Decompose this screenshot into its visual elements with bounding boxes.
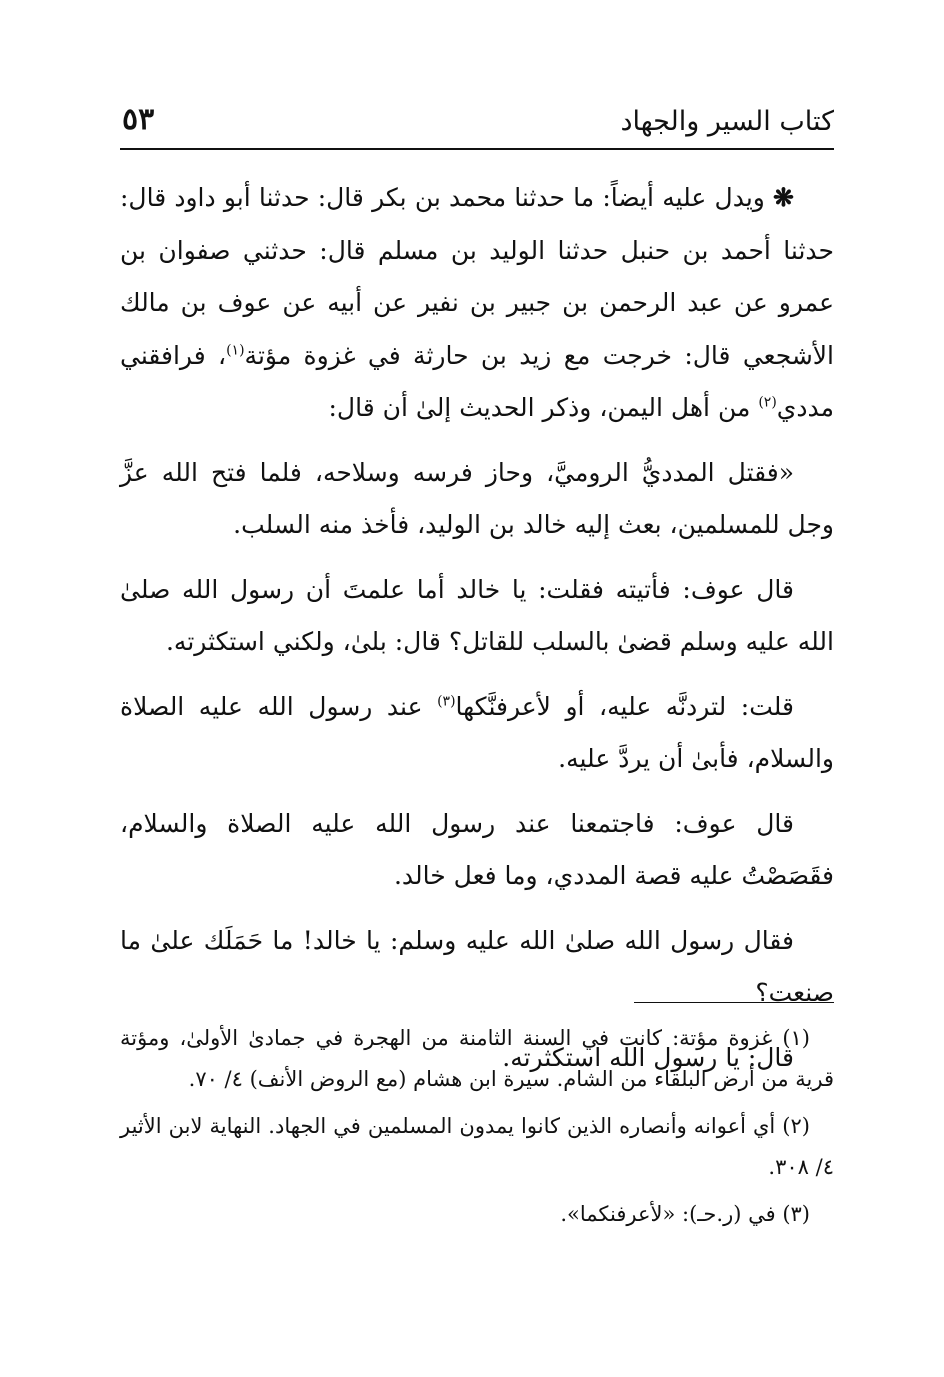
paragraph-4-text: قلت: لتردنَّه عليه، أو لأعرفنَّكها bbox=[455, 691, 794, 721]
paragraph-4 bbox=[120, 681, 834, 786]
main-text bbox=[120, 172, 834, 1084]
running-header bbox=[120, 96, 834, 150]
paragraph-7: قال: يا رسول الله استكثرته. bbox=[502, 1042, 794, 1072]
footnote-2: (٢) أي أعوانه وأنصاره الذين كانوا يمدون المسلمين في الجهاد. النهاية لابن الأثير ٤/ ٣٠٨. bbox=[120, 1114, 834, 1179]
footnote-ref-3[interactable]: (٣) bbox=[437, 693, 456, 710]
paragraph-5: قال عوف: فاجتمعنا عند رسول الله عليه الصلاة والسلام، فقَصَصْتُ عليه قصة المددي، وما فعل خالد. bbox=[120, 808, 834, 890]
paragraph-4-text-b: عند رسول الله عليه الصلاة والسلام، فأبىٰ أن يردَّ عليه. bbox=[120, 691, 834, 773]
footnote-1: (١) غزوة مؤتة: كانت في السنة الثامنة من الهجرة في جمادىٰ الأولىٰ، ومؤتة قرية من أرض البلقاء من الشام. سيرة ابن هشام (مع الروض الأنف) ٤/ ٧٠. bbox=[120, 1026, 834, 1091]
paragraph-2: «فقتل المدديُّ الروميَّ، وحاز فرسه وسلاحه، فلما فتح الله عزَّ وجل للمسلمين، بعث إليه خالد بن الوليد، فأخذ منه السلب. bbox=[120, 457, 834, 539]
paragraph-1-text: ويدل عليه أيضاً: ما حدثنا محمد بن بكر قال: حدثنا أبو داود قال: حدثنا أحمد بن حنبل حدثنا الوليد بن مسلم قال: حدثني صفوان بن عمرو عن عبد الرحمن بن جبير بن نفير عن أبيه عن عوف بن مالك الأشجعي قال: خرجت مع زيد بن حارثة في غزوة مؤتة bbox=[120, 183, 834, 370]
footnotes bbox=[120, 1018, 834, 1235]
footnote-ref-2[interactable]: (٢) bbox=[758, 394, 777, 411]
star-ornament-icon: ❋ bbox=[773, 183, 794, 212]
paragraph-3: قال عوف: فأتيته فقلت: يا خالد أما علمتَ أن رسول الله صلىٰ الله عليه وسلم قضىٰ بالسلب للقاتل؟ قال: بلىٰ، ولكني استكثرته. bbox=[120, 574, 834, 656]
footnote-ref-1[interactable]: (١) bbox=[226, 342, 245, 359]
page-number: ٥٣ bbox=[122, 102, 155, 137]
paragraph-1-text-b: ، فرافقني مددي bbox=[120, 340, 834, 422]
footnote-3: (٣) في (ر.حـ): «لأعرفنكما». bbox=[560, 1202, 810, 1226]
chapter-title: كتاب السير والجهاد bbox=[620, 106, 834, 137]
footnote-divider bbox=[634, 1002, 834, 1003]
paragraph-1-text-c: من أهل اليمن، وذكر الحديث إلىٰ أن قال: bbox=[328, 393, 759, 422]
paragraph-1 bbox=[120, 172, 834, 435]
paragraph-6: فقال رسول الله صلىٰ الله عليه وسلم: يا خالد! ما حَمَلَك علىٰ ما صنعت؟ bbox=[120, 925, 834, 1007]
